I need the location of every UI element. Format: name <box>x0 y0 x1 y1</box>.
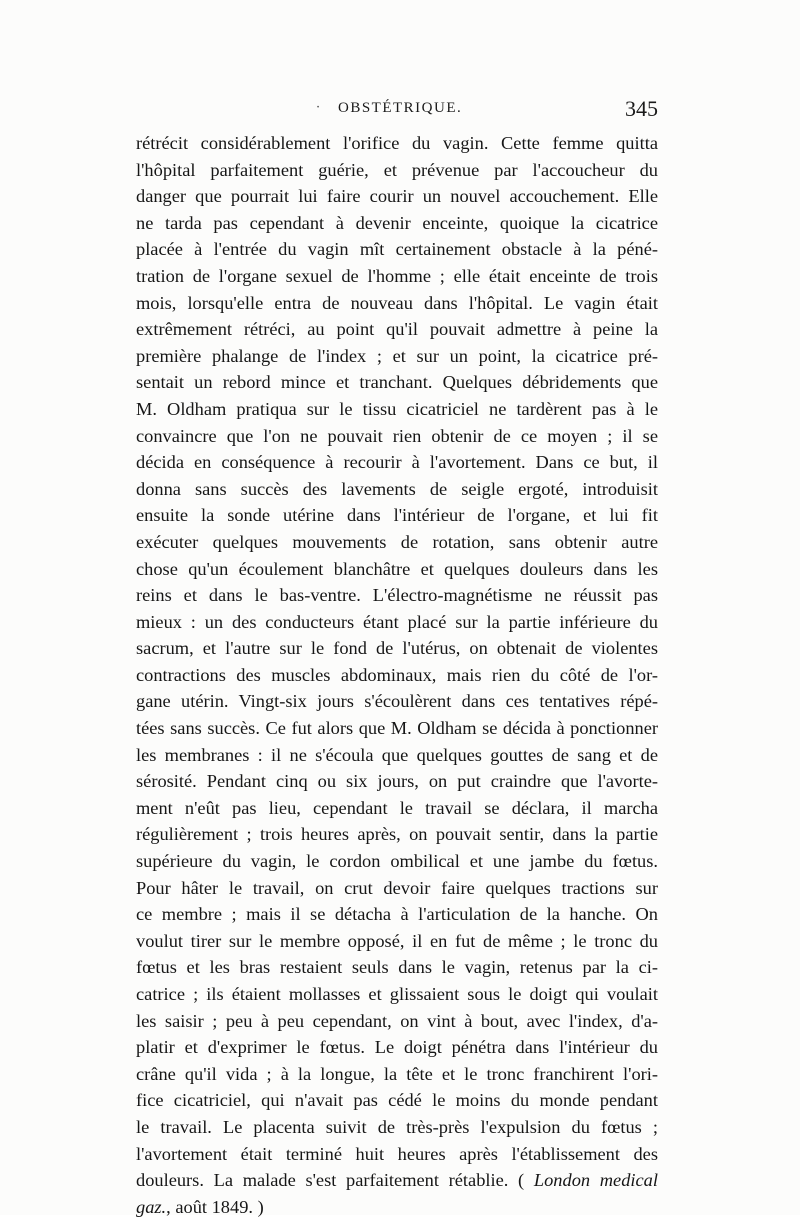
text-line: extrêmement rétréci, au point qu'il pouvait admettre à peine la <box>136 319 658 340</box>
text-line: donna sans succès des lavements de seigle ergoté, introduisit <box>136 478 658 499</box>
text-line: les saisir ; peu à peu cependant, on vint à bout, avec l'index, d'a- <box>136 1010 658 1031</box>
text-line: les membranes : il ne s'écoula que quelques gouttes de sang et de <box>136 744 658 765</box>
text-segment: douleurs. La malade s'est parfaitement rétablie. ( <box>136 1170 525 1191</box>
text-line: l'hôpital parfaitement guérie, et prévenue par l'accoucheur du <box>136 159 658 180</box>
citation-date: , août 1849. ) <box>166 1196 264 1217</box>
text-line: exécuter quelques mouvements de rotation, sans obtenir autre <box>136 531 658 552</box>
text-line: voulut tirer sur le membre opposé, il en fut de même ; le tronc du <box>136 930 658 951</box>
text-line: supérieure du vagin, le cordon ombilical et une jambe du fœtus. <box>136 851 658 872</box>
citation-journal: London medical <box>533 1170 658 1191</box>
text-line: sacrum, et l'autre sur le fond de l'utérus, on obtenait de violentes <box>136 638 658 659</box>
running-head: OBSTÉTRIQUE. <box>338 100 463 116</box>
header-ornament: · <box>316 100 321 115</box>
text-line: contractions des muscles abdominaux, mais rien du côté de l'or- <box>136 664 658 685</box>
text-line: M. Oldham pratiqua sur le tissu cicatriciel ne tardèrent pas à le <box>136 398 658 419</box>
text-line: sentait un rebord mince et tranchant. Quelques débridements que <box>136 372 658 393</box>
text-line: tées sans succès. Ce fut alors que M. Oldham se décida à ponctionner <box>136 718 658 739</box>
page-header <box>148 98 658 124</box>
text-line: l'avortement était terminé huit heures après l'établissement des <box>136 1143 658 1164</box>
text-line: fice cicatriciel, qui n'avait pas cédé le moins du monde pendant <box>136 1090 658 1111</box>
text-line: Pour hâter le travail, on crut devoir faire quelques tractions sur <box>136 877 658 898</box>
text-line: première phalange de l'index ; et sur un point, la cicatrice pré- <box>136 345 658 366</box>
text-line: régulièrement ; trois heures après, on pouvait sentir, dans la partie <box>136 824 658 845</box>
text-line: crâne qu'il vida ; à la longue, la tête et le tronc franchirent l'ori- <box>136 1063 658 1084</box>
text-line: placée à l'entrée du vagin mît certainement obstacle à la péné- <box>136 239 658 260</box>
text-line: chose qu'un écoulement blanchâtre et quelques douleurs dans les <box>136 558 658 579</box>
text-line: gane utérin. Vingt-six jours s'écoulèrent dans ces tentatives répé- <box>136 691 658 712</box>
text-line: reins et dans le bas-ventre. L'électro-magnétisme ne réussit pas <box>136 585 658 606</box>
page-number: 345 <box>625 96 658 121</box>
text-line: ne tarda pas cependant à devenir enceinte, quoique la cicatrice <box>136 212 658 233</box>
text-line <box>136 1167 658 1194</box>
text-line: platir et d'exprimer le fœtus. Le doigt pénétra dans l'intérieur du <box>136 1037 658 1058</box>
text-line: rétrécit considérablement l'orifice du vagin. Cette femme quitta <box>136 133 658 153</box>
text-line: catrice ; ils étaient mollasses et glissaient sous le doigt qui voulait <box>136 984 658 1004</box>
text-line: mieux : un des conducteurs étant placé sur la partie inférieure du <box>136 611 658 632</box>
text-line-final <box>136 1194 658 1220</box>
text-line: ce membre ; mais il se détacha à l'articulation de la hanche. On <box>136 904 658 925</box>
text-line: convaincre que l'on ne pouvait rien obtenir de ce moyen ; il se <box>136 425 658 446</box>
text-line: mois, lorsqu'elle entra de nouveau dans l'hôpital. Le vagin était <box>136 292 658 313</box>
text-line: fœtus et les bras restaient seuls dans le vagin, retenus par la ci- <box>136 957 658 978</box>
text-line: décida en conséquence à recourir à l'avortement. Dans ce but, il <box>136 452 658 473</box>
text-line: danger que pourrait lui faire courir un nouvel accouchement. Elle <box>136 186 658 207</box>
text-line: tration de l'organe sexuel de l'homme ; elle était enceinte de trois <box>136 265 658 286</box>
text-line: ment n'eût pas lieu, cependant le travail se déclara, il marcha <box>136 797 658 818</box>
body-text <box>136 130 658 1220</box>
text-line: sérosité. Pendant cinq ou six jours, on put craindre que l'avorte- <box>136 771 658 792</box>
citation-journal-abbrev: gaz. <box>136 1196 167 1217</box>
text-line: ensuite la sonde utérine dans l'intérieur de l'organe, et lui fit <box>136 505 658 526</box>
text-line: le travail. Le placenta suivit de très-près l'expulsion du fœtus ; <box>136 1116 658 1137</box>
